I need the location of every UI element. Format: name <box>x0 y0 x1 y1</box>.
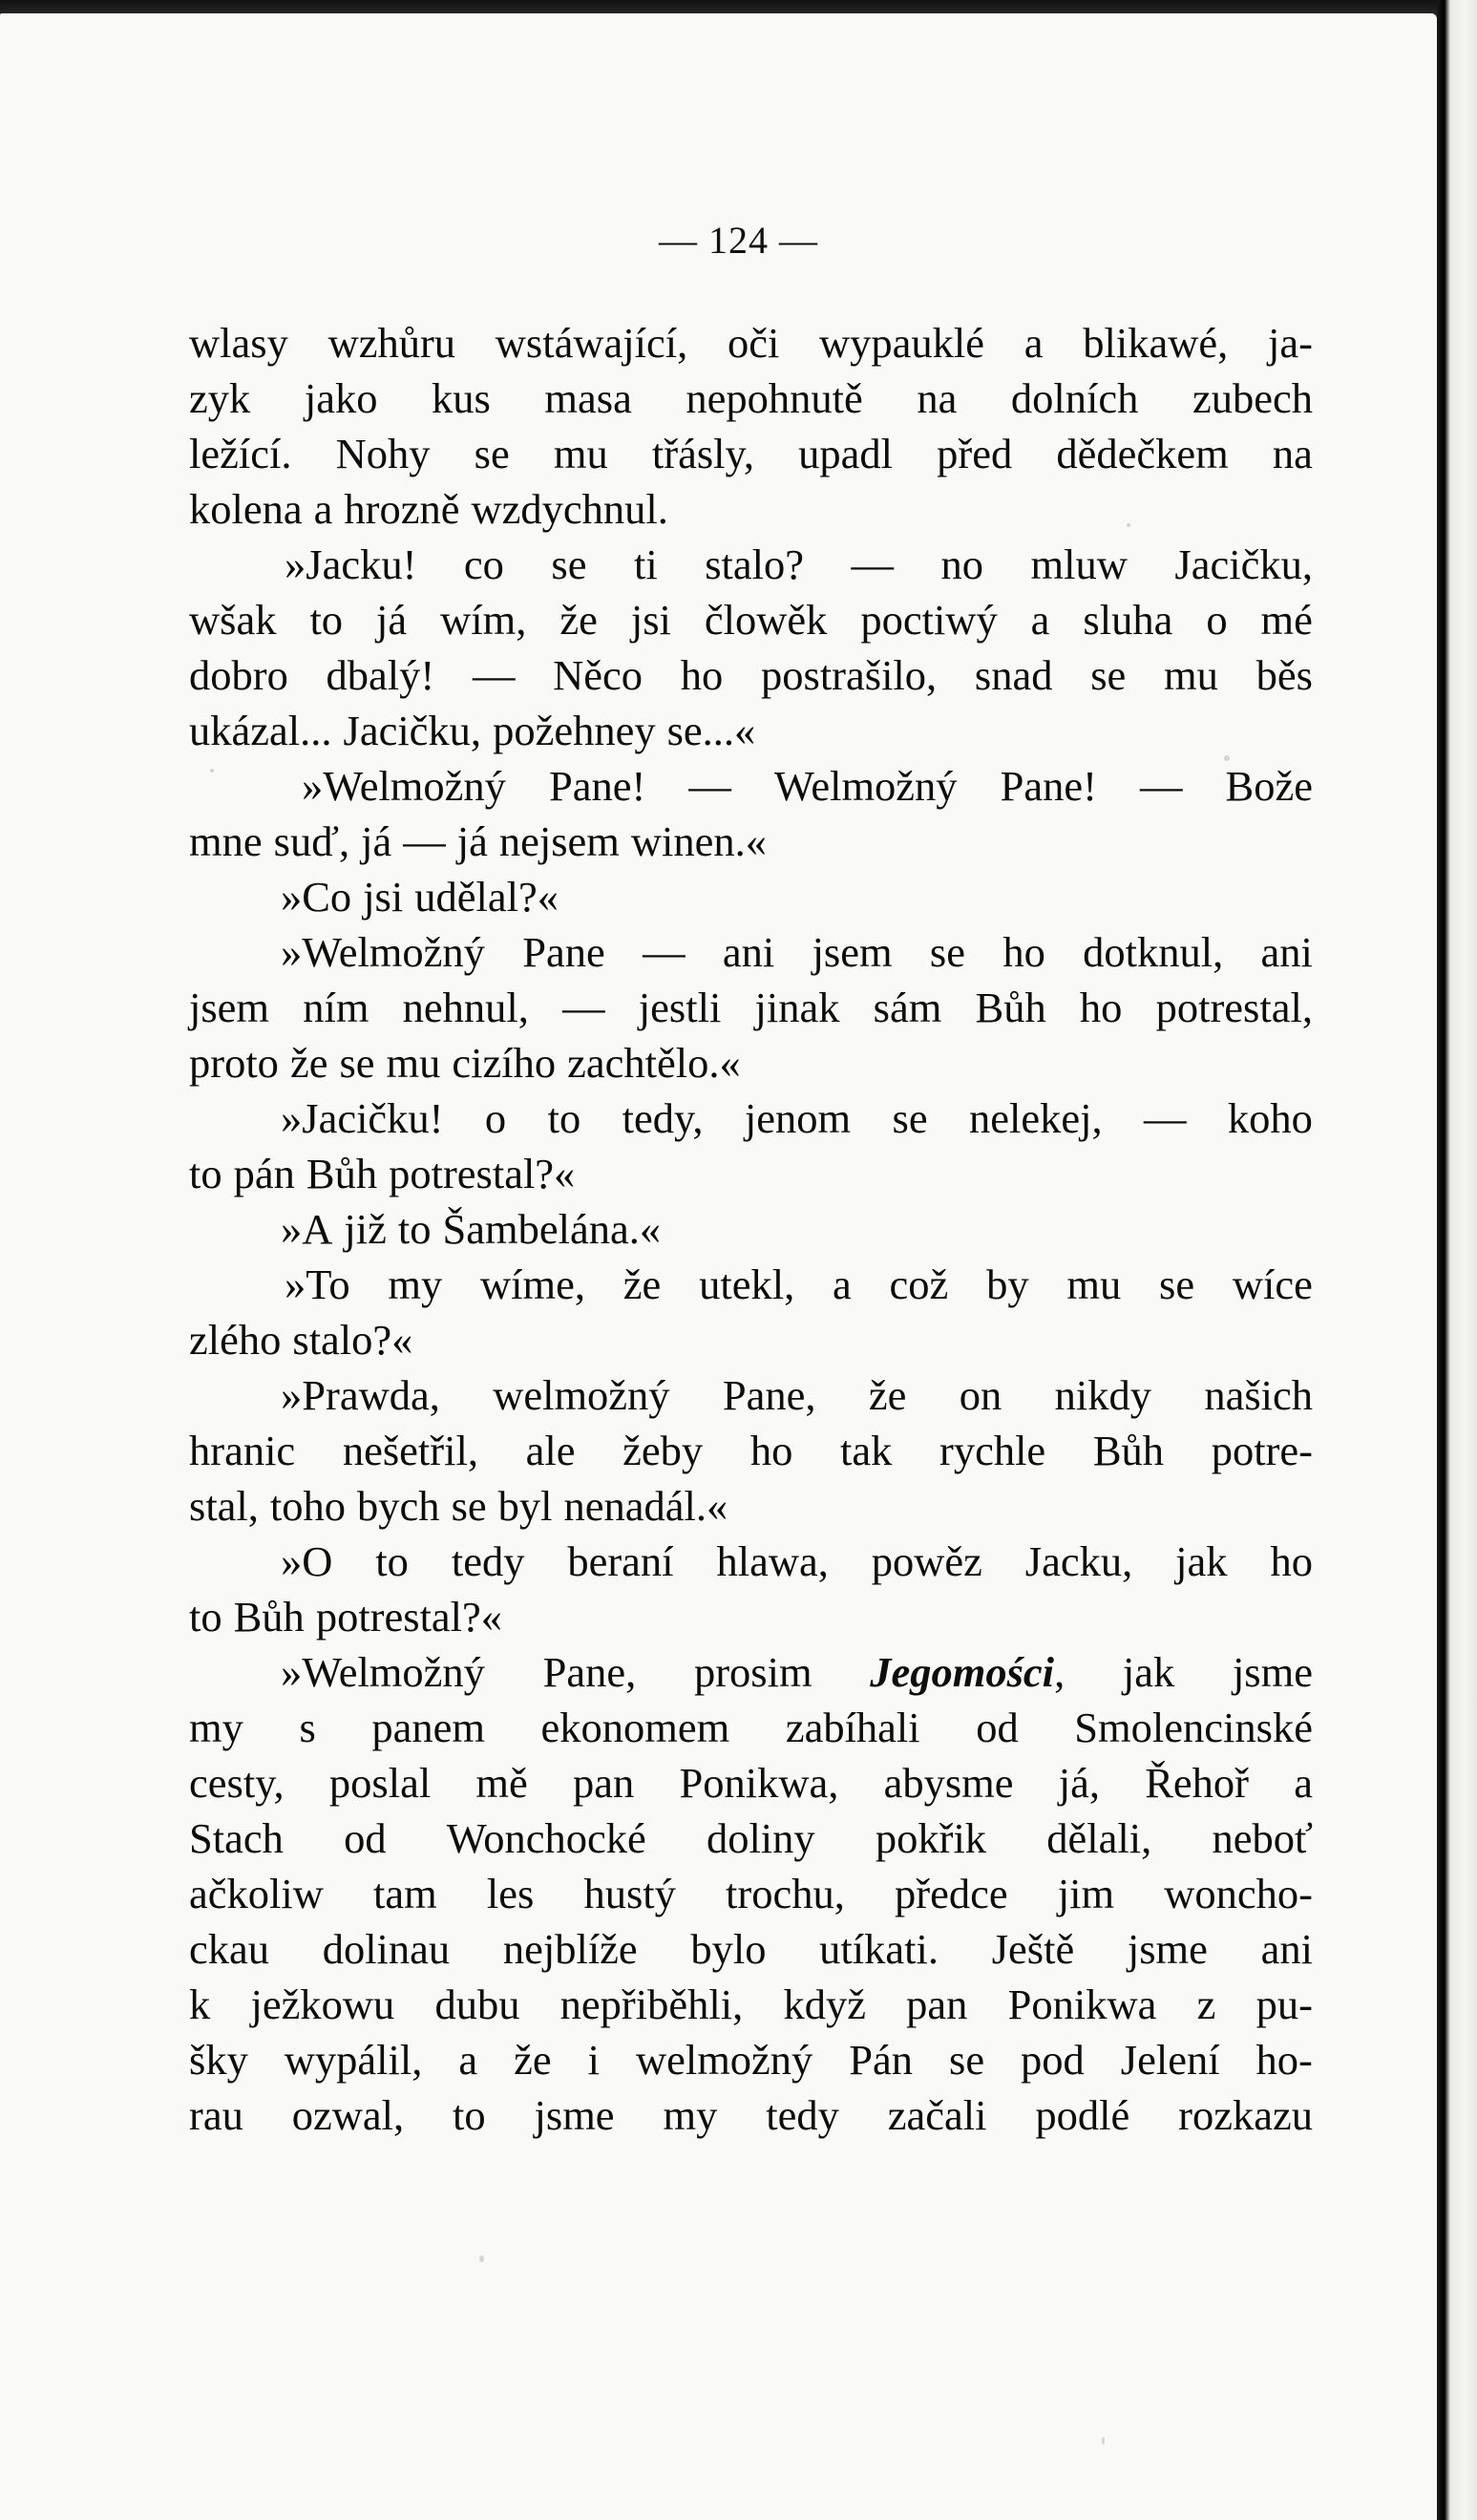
word: dědečkem <box>1056 430 1229 477</box>
word: já <box>456 817 488 865</box>
word: to <box>453 2091 486 2139</box>
word: doliny <box>706 1814 815 1862</box>
word: já <box>361 817 392 865</box>
word: hlawa, <box>716 1537 829 1585</box>
word: ti <box>633 540 658 588</box>
word: bylo <box>690 1925 767 1973</box>
word: panem <box>371 1704 485 1751</box>
word: nejsem <box>498 817 620 865</box>
word: »Jacičku! <box>281 1094 444 1142</box>
word: když <box>783 1980 866 2028</box>
word: Jegomości, <box>870 1648 1066 1696</box>
text-line <box>189 592 1313 647</box>
word: se <box>1090 651 1127 699</box>
word: abysme <box>883 1759 1014 1807</box>
word: ekonomem <box>540 1704 730 1751</box>
text-line <box>189 980 1313 1035</box>
word: stalo?« <box>292 1316 413 1364</box>
word: a <box>458 2036 478 2084</box>
word: začali <box>887 2091 987 2139</box>
word: že <box>289 1039 328 1087</box>
word: člowěk <box>704 596 828 644</box>
word: Ještě <box>991 1925 1075 1973</box>
word: jak <box>1175 1537 1228 1585</box>
word: — <box>472 651 516 699</box>
word: zyk <box>189 374 251 422</box>
text-line <box>189 1866 1313 1921</box>
word: cesty, <box>189 1759 285 1807</box>
text-line <box>189 647 1313 703</box>
word: se <box>474 430 510 477</box>
word: nenadál.« <box>563 1482 728 1530</box>
word: ja- <box>1268 319 1313 367</box>
word: poslal <box>328 1759 432 1807</box>
word: dolinau <box>322 1925 451 1973</box>
text-line <box>189 1201 1313 1257</box>
word: zabíhali <box>785 1704 920 1751</box>
word: mu <box>386 1039 441 1087</box>
word: wypálil, <box>284 2036 423 2084</box>
word: potre- <box>1211 1427 1313 1474</box>
word: hrozně <box>344 485 460 533</box>
word: woncho- <box>1164 1870 1313 1917</box>
word: blikawé, <box>1083 319 1229 367</box>
text-line <box>189 1423 1313 1478</box>
word: jsem <box>812 928 893 976</box>
word: Wonchocké <box>446 1814 646 1862</box>
word: jako <box>304 374 378 422</box>
word: ním <box>303 984 369 1031</box>
word: a <box>1030 596 1050 644</box>
word: »Co <box>281 873 352 921</box>
word: snad <box>974 651 1053 699</box>
word: tedy <box>766 2091 839 2139</box>
text-line <box>189 1644 1313 1700</box>
word: — <box>562 984 605 1031</box>
word: a <box>1023 319 1044 367</box>
word: potrestal?« <box>315 1593 503 1641</box>
word: potrestal, <box>1155 984 1313 1031</box>
word: o <box>1206 596 1228 644</box>
word: já, <box>1058 1759 1100 1807</box>
word: nelekej, <box>969 1094 1103 1142</box>
word: ho- <box>1255 2036 1313 2084</box>
word: »Jacku! <box>285 540 417 588</box>
word: Ponikwa, <box>679 1759 839 1807</box>
word: ačkoliw <box>189 1870 324 1917</box>
word: já <box>376 596 408 644</box>
word: tam <box>373 1870 437 1917</box>
word: ukázal... <box>189 707 332 754</box>
word: no <box>940 540 984 588</box>
word: »To <box>285 1260 350 1308</box>
word: se <box>1159 1260 1195 1308</box>
word: tedy, <box>622 1094 704 1142</box>
word: k <box>189 1980 211 2028</box>
word: to <box>189 1593 222 1641</box>
word: již <box>344 1205 387 1253</box>
word: stal, <box>189 1482 259 1530</box>
word: wím, <box>440 596 527 644</box>
word: Bůh <box>233 1593 305 1641</box>
word: že <box>868 1371 907 1419</box>
word: Welmožný <box>773 762 958 810</box>
word: oči <box>727 319 780 367</box>
word: jim <box>1057 1870 1115 1917</box>
word: by <box>986 1260 1029 1308</box>
word: se...« <box>666 707 756 754</box>
word: welmožný <box>493 1371 670 1419</box>
word: před <box>937 430 1013 477</box>
text-line <box>189 2087 1313 2143</box>
word: winen.« <box>630 817 768 865</box>
word: třásly, <box>651 430 754 477</box>
word: se <box>949 2036 985 2084</box>
text-line <box>189 1035 1313 1091</box>
word: »O <box>281 1537 333 1585</box>
word: — <box>403 817 446 865</box>
text-line <box>189 1755 1313 1811</box>
text-line <box>189 703 1313 758</box>
word: »Welmožný <box>281 1648 485 1696</box>
word: wšak <box>189 596 277 644</box>
word: dubu <box>434 1980 520 2028</box>
word: nejblíže <box>502 1925 638 1973</box>
body-text <box>189 315 1313 2143</box>
word: dobro <box>189 651 288 699</box>
word: dolních <box>1010 374 1139 422</box>
word: ani <box>722 928 775 976</box>
word: z <box>1196 1980 1216 2028</box>
text-line <box>189 371 1313 426</box>
word: Jacičku, <box>1174 540 1313 588</box>
word: i <box>587 2036 600 2084</box>
word: Něco <box>553 651 644 699</box>
word: rychle <box>939 1427 1046 1474</box>
word: Pane! <box>1000 762 1097 810</box>
word: to <box>397 1205 432 1253</box>
word: my <box>663 2091 718 2139</box>
word: wlasy <box>189 319 288 367</box>
word: utekl, <box>699 1260 795 1308</box>
word: od <box>344 1814 387 1862</box>
word: jsem <box>189 984 270 1031</box>
text-line <box>189 814 1313 869</box>
word: rozkazu <box>1178 2091 1313 2139</box>
word: se <box>551 540 587 588</box>
word: běs <box>1255 651 1313 699</box>
word: tedy <box>451 1537 525 1585</box>
word: my <box>189 1704 243 1751</box>
word: trochu, <box>726 1870 845 1917</box>
word: wíme, <box>480 1260 586 1308</box>
word: a <box>313 485 333 533</box>
word: welmožný <box>635 2036 813 2084</box>
word: Jacičku, <box>343 707 482 754</box>
word: to <box>189 1150 222 1197</box>
text-line <box>189 1700 1313 1755</box>
word: bych <box>357 1482 440 1530</box>
word: Pane, <box>542 1648 637 1696</box>
word: — <box>643 928 686 976</box>
word: mu <box>1163 651 1218 699</box>
word: že <box>559 596 598 644</box>
word: ho <box>1079 984 1123 1031</box>
text-line <box>189 1977 1313 2032</box>
text-line <box>189 537 1313 592</box>
word: Stach <box>189 1814 284 1862</box>
word: zlého <box>189 1316 282 1364</box>
word: na <box>917 374 958 422</box>
word: neboť <box>1212 1814 1313 1862</box>
text-line <box>189 426 1313 481</box>
text-line <box>189 1312 1313 1367</box>
word: mu <box>1066 1260 1122 1308</box>
word: wzhůru <box>327 319 456 367</box>
word: dbalý! <box>326 651 435 699</box>
word: Pane <box>522 928 605 976</box>
word: wstáwající, <box>495 319 688 367</box>
word: jsme <box>534 2091 615 2139</box>
word: — <box>1139 762 1183 810</box>
word: našich <box>1204 1371 1313 1419</box>
word: pod <box>1021 2036 1085 2084</box>
word: ležící. <box>189 430 292 477</box>
word: Nohy <box>335 430 431 477</box>
word: jsi <box>630 596 671 644</box>
word: jinak <box>754 984 840 1031</box>
word: žeby <box>622 1427 704 1474</box>
word: suď, <box>273 817 350 865</box>
word: proto <box>189 1039 279 1087</box>
word: s <box>299 1704 316 1751</box>
word: nepřiběhli, <box>559 1980 744 2028</box>
word: pán <box>233 1150 295 1197</box>
word: mu <box>553 430 608 477</box>
word: kolena <box>189 485 303 533</box>
text-line <box>189 924 1313 980</box>
scan-speck <box>479 2255 484 2262</box>
word: sluha <box>1083 596 1173 644</box>
word: pan <box>906 1980 968 2028</box>
word: »A <box>281 1205 333 1253</box>
word: od <box>976 1704 1019 1751</box>
word: nešetřil, <box>342 1427 478 1474</box>
word: beraní <box>567 1537 674 1585</box>
word: »Welmožný <box>302 762 506 810</box>
word: powěz <box>871 1537 982 1585</box>
word: toho <box>269 1482 347 1530</box>
word: byl <box>497 1482 553 1530</box>
word: a <box>832 1260 852 1308</box>
word: utíkati. <box>819 1925 939 1973</box>
word: že <box>622 1260 662 1308</box>
word: Jacku, <box>1024 1537 1133 1585</box>
text-line <box>189 2032 1313 2087</box>
word: ale <box>525 1427 576 1474</box>
word: co <box>463 540 504 588</box>
page-edge-strip <box>1437 0 1477 2520</box>
word: masa <box>544 374 632 422</box>
word: jsi <box>363 873 404 921</box>
word: ho <box>1270 1537 1313 1585</box>
word: to <box>309 596 344 644</box>
text-line <box>189 1921 1313 1977</box>
word: wzdychnul. <box>471 485 668 533</box>
word: předce <box>895 1870 1008 1917</box>
word: Bůh <box>306 1150 378 1197</box>
word: mě <box>475 1759 528 1807</box>
word: Jelení <box>1120 2036 1220 2084</box>
word: udělal?« <box>414 873 559 921</box>
word: že <box>514 2036 552 2084</box>
word: ozwal, <box>291 2091 405 2139</box>
word: Pane! <box>548 762 646 810</box>
word: »Prawda, <box>281 1371 440 1419</box>
word: Smolencinské <box>1074 1704 1313 1751</box>
word: o <box>484 1094 507 1142</box>
text-line <box>189 1478 1313 1534</box>
word: nikdy <box>1054 1371 1151 1419</box>
text-line <box>189 1534 1313 1589</box>
word: mne <box>189 817 263 865</box>
word: wíce <box>1232 1260 1313 1308</box>
word: to <box>547 1094 581 1142</box>
word: na <box>1272 430 1313 477</box>
word: ani <box>1260 928 1313 976</box>
word: ho <box>749 1427 793 1474</box>
word: Ponikwa <box>1007 1980 1157 2028</box>
word: mé <box>1260 596 1313 644</box>
text-line <box>189 1091 1313 1146</box>
word: on <box>959 1371 1002 1419</box>
word: tak <box>839 1427 893 1474</box>
word: sám <box>873 984 942 1031</box>
word: upadl <box>798 430 894 477</box>
text-line <box>189 481 1313 537</box>
word: jsme <box>1232 1648 1313 1696</box>
word: pan <box>573 1759 635 1807</box>
word: ho <box>680 651 724 699</box>
word: jsme <box>1127 1925 1208 1973</box>
word: wypauklé <box>819 319 985 367</box>
text-line <box>189 758 1313 814</box>
text-line <box>189 1257 1313 1312</box>
word: pu- <box>1255 1980 1313 2028</box>
text-line <box>189 1811 1313 1866</box>
word: stalo? <box>705 540 805 588</box>
word: »Welmožný <box>281 928 485 976</box>
word: ani <box>1260 1925 1313 1973</box>
word: potrestal?« <box>389 1150 576 1197</box>
word: dotknul, <box>1083 928 1224 976</box>
word: hranic <box>189 1427 296 1474</box>
word: jak <box>1122 1648 1175 1696</box>
word: my <box>388 1260 443 1308</box>
word: postrašilo, <box>761 651 938 699</box>
text-line <box>189 869 1313 924</box>
word: Pán <box>849 2036 914 2084</box>
word: to <box>375 1537 409 1585</box>
word: prosim <box>693 1648 812 1696</box>
word: Pane, <box>722 1371 816 1419</box>
word: rau <box>189 2091 243 2139</box>
scan-speck <box>1102 2437 1105 2445</box>
word: se <box>892 1094 928 1142</box>
page-number: — 124 — <box>659 219 818 262</box>
word: — <box>851 540 895 588</box>
text-line <box>189 1589 1313 1644</box>
word: poctiwý <box>860 596 998 644</box>
word: hustý <box>583 1870 676 1917</box>
word: Bůh <box>975 984 1046 1031</box>
word: ckau <box>189 1925 270 1973</box>
word: se <box>929 928 965 976</box>
word: dělali, <box>1046 1814 1152 1862</box>
word: Bože <box>1225 762 1313 810</box>
text-line <box>189 1367 1313 1423</box>
word: podlé <box>1035 2091 1130 2139</box>
word: se <box>451 1482 487 1530</box>
word: šky <box>189 2036 248 2084</box>
word: ježkowu <box>250 1980 395 2028</box>
word: Bůh <box>1092 1427 1165 1474</box>
text-line <box>189 1146 1313 1201</box>
word: což <box>889 1260 949 1308</box>
word: zachtělo.« <box>567 1039 741 1087</box>
word: koho <box>1227 1094 1313 1142</box>
word: nepohnutě <box>686 374 863 422</box>
word: požehney <box>493 707 656 754</box>
word: jenom <box>744 1094 852 1142</box>
word: cizího <box>452 1039 557 1087</box>
word: nehnul, <box>402 984 529 1031</box>
word: ho <box>1002 928 1045 976</box>
text-line <box>189 315 1313 371</box>
word: Řehoř <box>1145 1759 1249 1807</box>
word: — <box>688 762 731 810</box>
word: Šambelána.« <box>442 1205 662 1253</box>
word: kus <box>432 374 491 422</box>
word: a <box>1294 1759 1313 1807</box>
word: jestli <box>638 984 722 1031</box>
word: zubech <box>1192 374 1313 422</box>
word: se <box>339 1039 375 1087</box>
word: les <box>486 1870 535 1917</box>
word: pokřik <box>875 1814 987 1862</box>
word: — <box>1144 1094 1187 1142</box>
word: mluw <box>1030 540 1128 588</box>
